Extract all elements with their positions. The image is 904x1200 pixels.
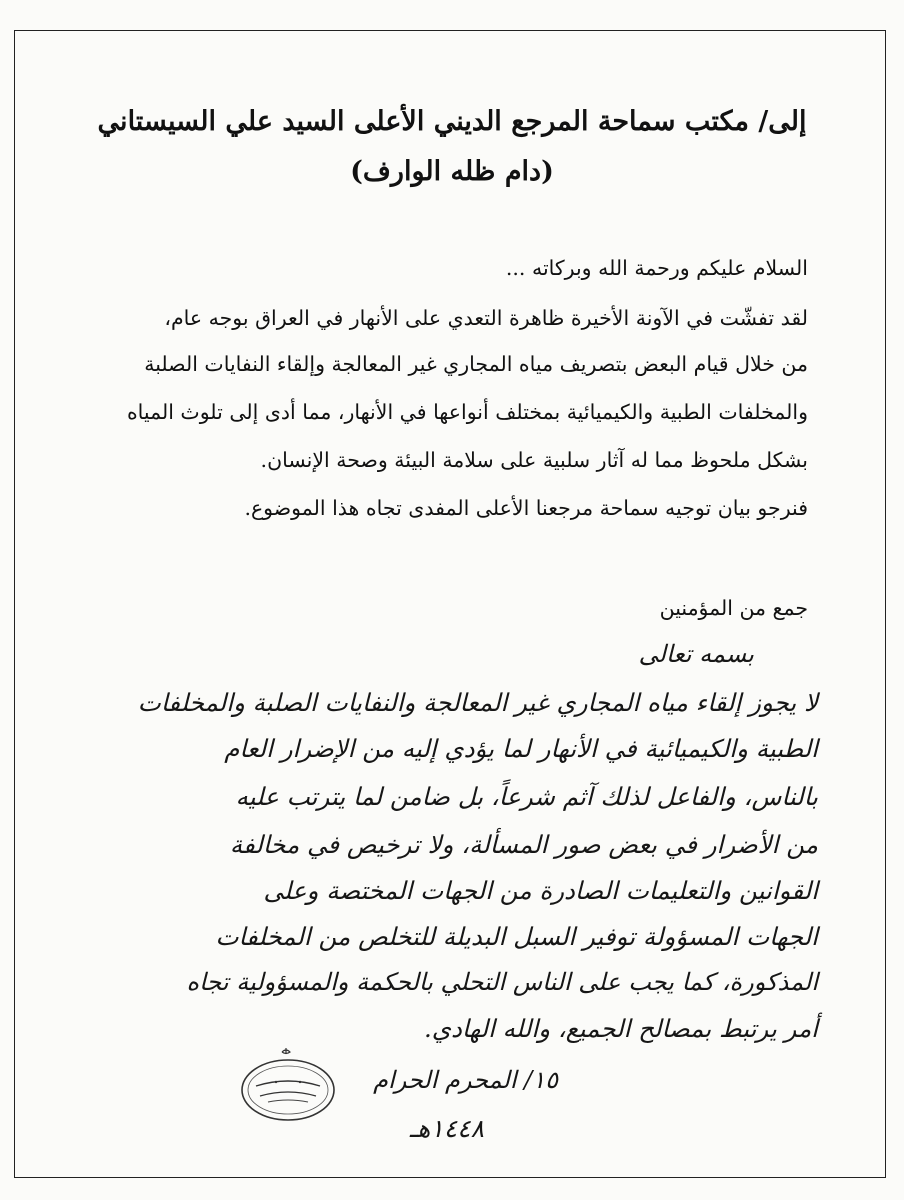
reply-basmala: بسمه تعالى [638, 640, 754, 668]
reply-line: المذكورة، كما يجب على الناس التحلي بالحكمة والمسؤولية تجاه [186, 968, 818, 996]
letter-body-line: من خلال قيام البعض بتصريف مياه المجاري غير المعالجة وإلقاء النفايات الصلبة [144, 352, 808, 376]
letter-body-line: لقد تفشّت في الآونة الأخيرة ظاهرة التعدي على الأنهار في العراق بوجه عام، [164, 306, 808, 330]
reply-line: الجهات المسؤولة توفير السبل البديلة للتخلص من المخلفات [215, 922, 818, 951]
letter-body-line: بشكل ملحوظ مما له آثار سلبية على سلامة البيئة وصحة الإنسان. [260, 448, 808, 472]
letter-signature: جمع من المؤمنين [659, 596, 808, 620]
reply-line: القوانين والتعليمات الصادرة من الجهات المختصة وعلى [263, 876, 818, 905]
reply-line: أمر يرتبط بمصالح الجميع، والله الهادي. [423, 1014, 818, 1043]
letter-body-line: فنرجو بيان توجيه سماحة مرجعنا الأعلى المفدى تجاه هذا الموضوع. [244, 496, 808, 520]
letter-honorific: (دام ظله الوارف) [350, 156, 554, 187]
reply-date-year: ١٤٤٨هـ [409, 1114, 484, 1143]
letter-greeting: السلام عليكم ورحمة الله وبركاته ... [505, 256, 808, 280]
office-seal-stamp [238, 1046, 338, 1124]
reply-line: بالناس، والفاعل لذلك آثم شرعاً، بل ضامن لما يترتب عليه [235, 782, 818, 811]
reply-line: من الأضرار في بعض صور المسألة، ولا ترخيص في مخالفة [229, 830, 818, 859]
reply-line: الطبية والكيميائية في الأنهار لما يؤدي إليه من الإضرار العام [224, 734, 818, 763]
reply-line: لا يجوز إلقاء مياه المجاري غير المعالجة والنفايات الصلبة والمخلفات [137, 688, 818, 717]
letter-addressee: إلى/ مكتب سماحة المرجع الديني الأعلى السيد علي السيستاني [97, 106, 807, 137]
reply-date-day-month: ١٥/ المحرم الحرام [373, 1066, 558, 1094]
letter-body-line: والمخلفات الطبية والكيميائية بمختلف أنواعها في الأنهار، مما أدى إلى تلوث المياه [126, 400, 808, 424]
